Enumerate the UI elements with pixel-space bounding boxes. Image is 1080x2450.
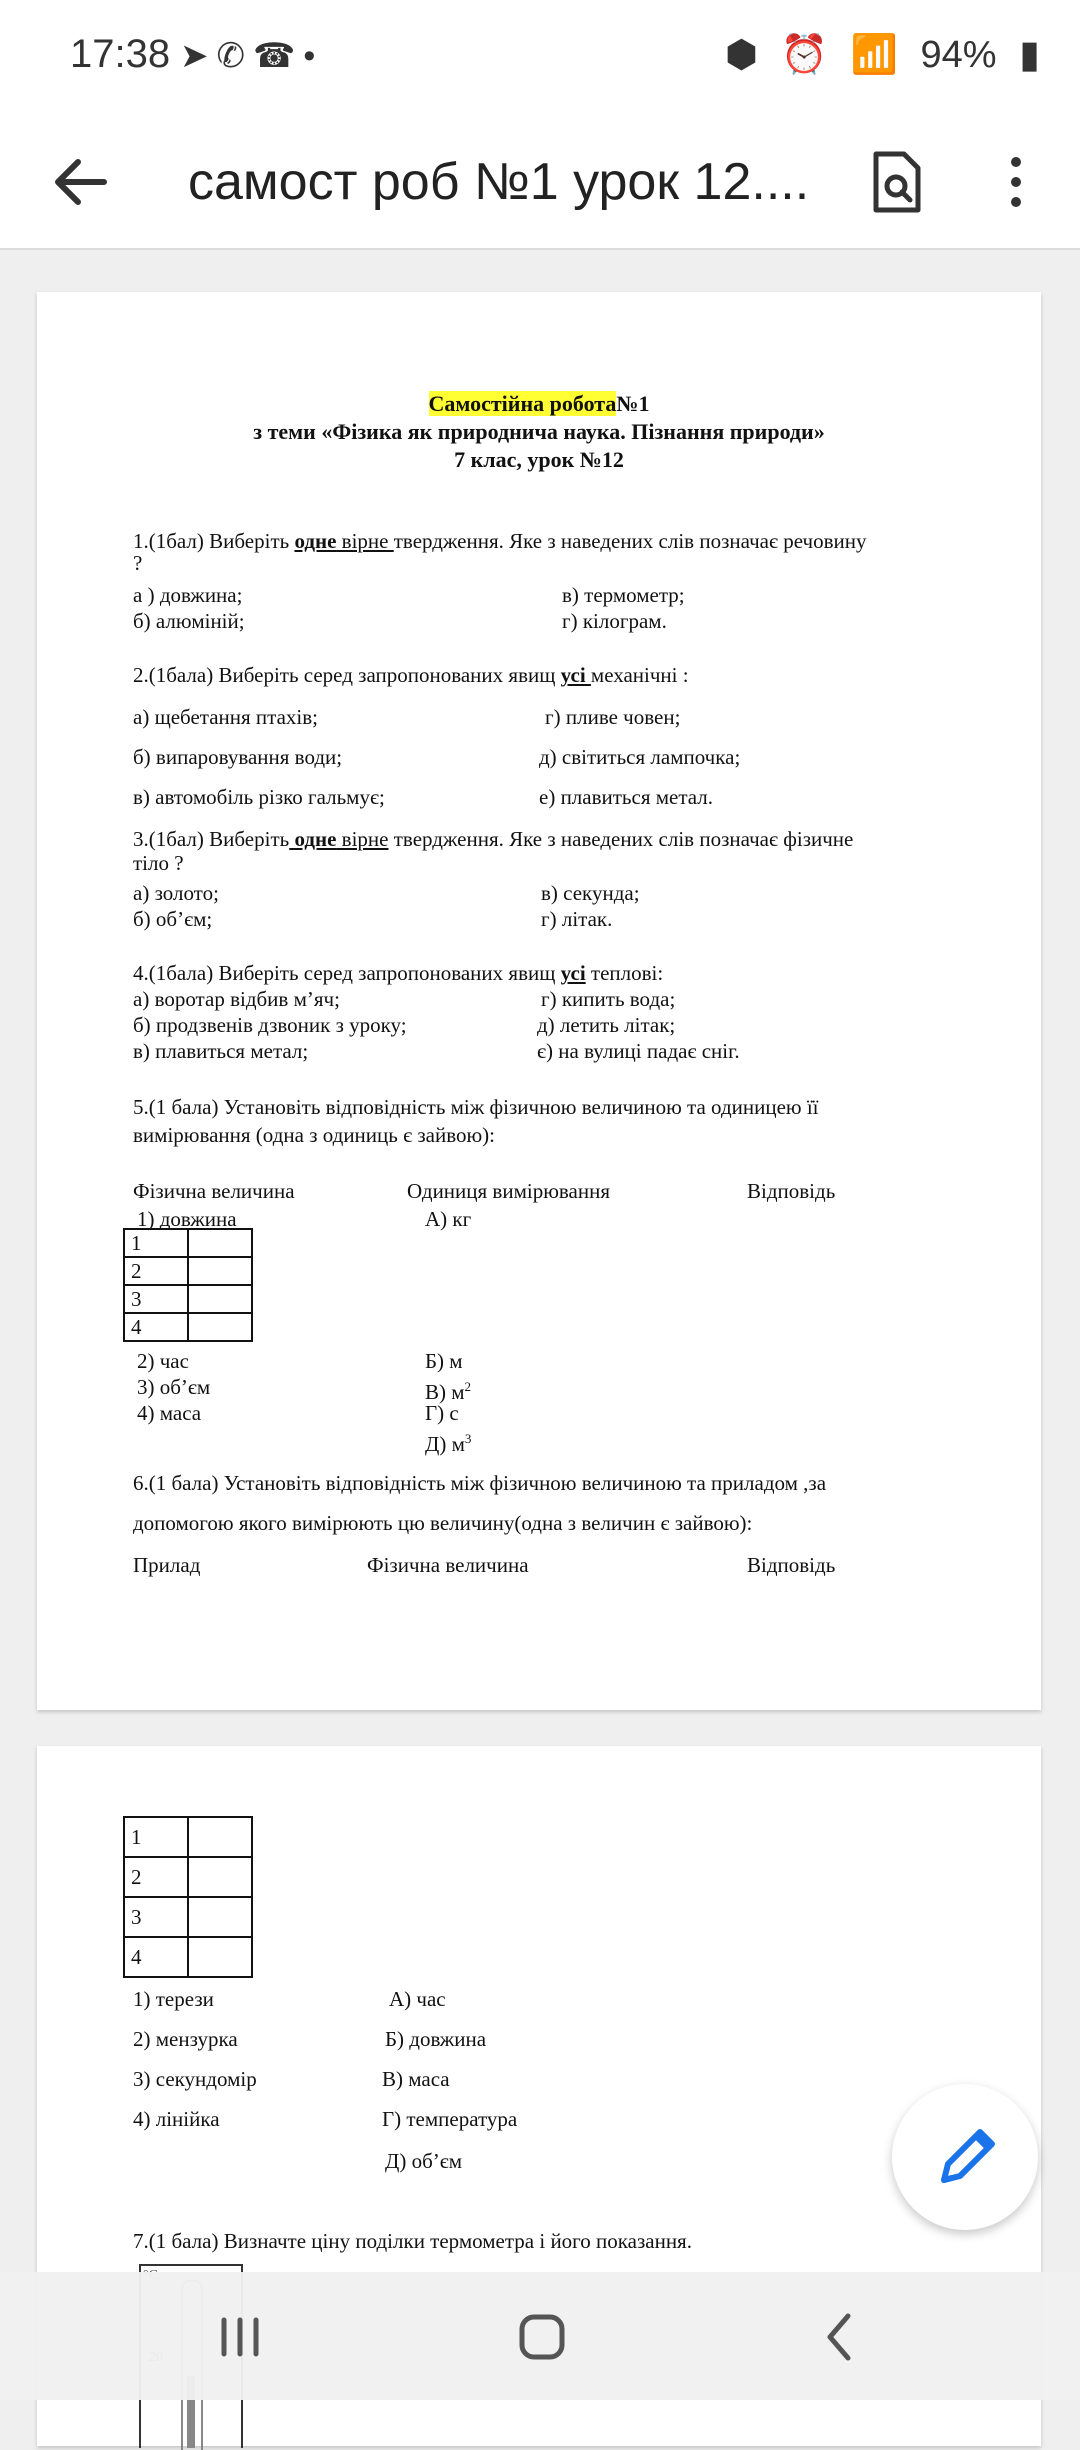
q6-quantity-g: Г) температура (382, 2107, 518, 2131)
question-1 (133, 528, 867, 554)
battery-percent: 94% (920, 34, 997, 76)
q3-continuation: тіло ? (133, 851, 184, 875)
q3-option-b: б) об’єм; (133, 907, 213, 931)
table-row (124, 1857, 252, 1897)
worksheet-subtitle: з теми «Фізика як природнича наука. Пізнання природи» (253, 419, 825, 444)
q5-item-4: 4) маса (137, 1401, 202, 1425)
answer-cell[interactable] (188, 1229, 252, 1257)
table-row (124, 1313, 252, 1341)
recent-apps-button[interactable] (200, 2302, 280, 2372)
q6-column-quantity: Фізична величина (367, 1553, 529, 1577)
pencil-icon (892, 2084, 1038, 2230)
q1-option-v: в) термометр; (562, 583, 685, 607)
q5-item-3: 3) об’єм (137, 1375, 211, 1399)
worksheet-title (37, 390, 1041, 418)
navigation-bar (0, 2272, 1080, 2400)
q1-continuation: ? (133, 551, 143, 575)
more-options-button[interactable] (996, 142, 1036, 222)
question-3 (133, 826, 853, 852)
row-number: 1 (124, 1817, 188, 1857)
q3-option-a: а) золото; (133, 881, 219, 905)
table-row (124, 1817, 252, 1857)
edit-fab-button[interactable] (892, 2084, 1038, 2230)
phone-icon: ☎ (253, 37, 304, 75)
answer-cell[interactable] (188, 1937, 252, 1977)
battery-icon: ▮ (1019, 34, 1040, 76)
q3-post: твердження. Яке з наведених слів позначає фізичне (388, 827, 854, 851)
q6-item-2: 2) мензурка (133, 2027, 238, 2051)
row-number: 4 (124, 1313, 188, 1341)
document-search-icon (856, 142, 936, 222)
q2-option-v: в) автомобіль різко гальмує; (133, 785, 385, 809)
q5-item-1: 1) довжина (137, 1207, 237, 1231)
q6-item-1: 1) терези (133, 1987, 214, 2011)
q5-unit-b: Б) м (425, 1349, 463, 1373)
q2-pre: 2.(1бала) Виберіть серед запропонованих явищ (133, 663, 561, 687)
q4-option-b: б) продзвенів дзвоник з уроку; (133, 1013, 407, 1037)
q4-option-a: а) воротар відбив м’яч; (133, 987, 340, 1011)
q6-quantity-d: Д) об’єм (385, 2149, 463, 2173)
data-saver-icon: ⬢ (724, 34, 759, 76)
home-icon (500, 2302, 580, 2372)
q5-column-unit: Одиниця вимірювання (407, 1179, 610, 1203)
q5-unit-v: В) $м^2$ (425, 1379, 472, 1404)
status-time: 17:38 (70, 32, 171, 76)
q2-option-g: г) пливе човен; (545, 705, 681, 729)
q6-answer-table (123, 1816, 253, 1978)
q6-column-answer: Відповідь (747, 1553, 836, 1577)
q5-column-quantity: Фізична величина (133, 1179, 295, 1203)
q5-unit-a: А) кг (425, 1207, 472, 1231)
table-row (124, 1229, 252, 1257)
q4-option-v: в) плавиться метал; (133, 1039, 309, 1063)
q3-pre: 3.(1бал) Виберіть (133, 827, 290, 851)
wifi-icon: 📶 (850, 34, 898, 76)
table-row (124, 1937, 252, 1977)
q1-option-g: г) кілограм. (562, 609, 667, 633)
question-4 (133, 960, 663, 986)
answer-cell[interactable] (188, 1285, 252, 1313)
q1-emphasis: одне (294, 529, 337, 553)
q1-post: твердження. Яке з наведених слів позначає речовину (393, 529, 867, 553)
row-number: 4 (124, 1937, 188, 1977)
question-6-line-2: допомогою якого вимірюють цю величину(одна з величин є зайвою): (133, 1511, 753, 1535)
q5-unit-d: Д) $м^3$ (425, 1431, 472, 1456)
question-5-line-1: 5.(1 бала) Установіть відповідність між фізичною величиною та одиницею її (133, 1095, 819, 1119)
q6-item-3: 3) секундомір (133, 2067, 257, 2091)
arrow-back-icon (44, 146, 116, 218)
question-5-line-2: вимірювання (одна з одиниць є зайвою): (133, 1123, 496, 1147)
answer-cell[interactable] (188, 1857, 252, 1897)
app-bar (0, 118, 1080, 250)
back-nav-button[interactable] (800, 2302, 880, 2372)
q2-option-e: е) плавиться метал. (539, 785, 714, 809)
q6-quantity-v: В) маса (382, 2067, 450, 2091)
q4-emphasis: усі (560, 961, 586, 985)
q5-column-answer: Відповідь (747, 1179, 836, 1203)
q1-option-b: б) алюміній; (133, 609, 245, 633)
row-number: 2 (124, 1257, 188, 1285)
answer-cell[interactable] (188, 1257, 252, 1285)
title-number: №1 (616, 391, 650, 416)
q5-item-2: 2) час (137, 1349, 189, 1373)
q1-pre: 1.(1бал) Виберіть (133, 529, 295, 553)
notification-icons (180, 36, 323, 76)
document-title: самост роб №1 урок 12.... (188, 153, 810, 211)
home-button[interactable] (500, 2302, 580, 2372)
q3-mid: вірне (336, 827, 389, 851)
table-row (124, 1257, 252, 1285)
telegram-icon: ➤ (180, 37, 217, 75)
alarm-icon: ⏰ (780, 34, 828, 76)
document-page-1[interactable] (37, 292, 1041, 1710)
q6-quantity-b: Б) довжина (385, 2027, 487, 2051)
q2-option-a: а) щебетання птахів; (133, 705, 319, 729)
question-7: 7.(1 бала) Визначте ціну поділки термометра і його показання. (133, 2229, 692, 2253)
table-row (124, 1285, 252, 1313)
q6-quantity-a: А) час (389, 1987, 446, 2011)
dot-icon: • (303, 37, 324, 75)
row-number: 2 (124, 1857, 188, 1897)
status-bar (0, 0, 1080, 118)
q6-column-device: Прилад (133, 1553, 201, 1577)
answer-cell[interactable] (188, 1897, 252, 1937)
back-button[interactable] (44, 146, 116, 218)
q3-option-v: в) секунда; (541, 881, 640, 905)
q3-emphasis: одне (289, 827, 337, 851)
more-vert-icon (996, 142, 1036, 222)
system-icons (713, 32, 1040, 77)
q2-option-b: б) випаровування води; (133, 745, 343, 769)
viber-icon: ✆ (216, 37, 253, 75)
row-number: 3 (124, 1285, 188, 1313)
q2-option-d: д) світиться лампочка; (539, 745, 741, 769)
q4-option-g: г) кипить вода; (541, 987, 676, 1011)
table-row (124, 1897, 252, 1937)
q2-emphasis: усі (560, 663, 591, 687)
q4-option-ye: є) на вулиці падає сніг. (537, 1039, 740, 1063)
q2-post: механічні : (590, 663, 689, 687)
worksheet-grade: 7 клас, урок №12 (454, 447, 624, 472)
q1-mid: вірне (336, 529, 394, 553)
answer-cell[interactable] (188, 1817, 252, 1857)
q4-pre: 4.(1бала) Виберіть серед запропонованих явищ (133, 961, 561, 985)
q1-option-a: а ) довжина; (133, 583, 243, 607)
row-number: 1 (124, 1229, 188, 1257)
q5-answer-table (123, 1228, 253, 1342)
answer-cell[interactable] (188, 1313, 252, 1341)
q3-option-g: г) літак. (541, 907, 613, 931)
title-highlight: Самостійна робота (428, 391, 617, 416)
question-2 (133, 662, 689, 688)
q5-unit-g: Г) с (425, 1401, 459, 1425)
row-number: 3 (124, 1897, 188, 1937)
q4-option-d: д) летить літак; (537, 1013, 676, 1037)
question-6-line-1: 6.(1 бала) Установіть відповідність між фізичною величиною та приладом ,за (133, 1471, 827, 1495)
find-in-document-button[interactable] (856, 142, 936, 222)
recent-apps-icon (200, 2302, 280, 2372)
q4-post: теплові: (585, 961, 664, 985)
back-chevron-icon (800, 2302, 880, 2372)
q6-item-4: 4) лінійка (133, 2107, 220, 2131)
